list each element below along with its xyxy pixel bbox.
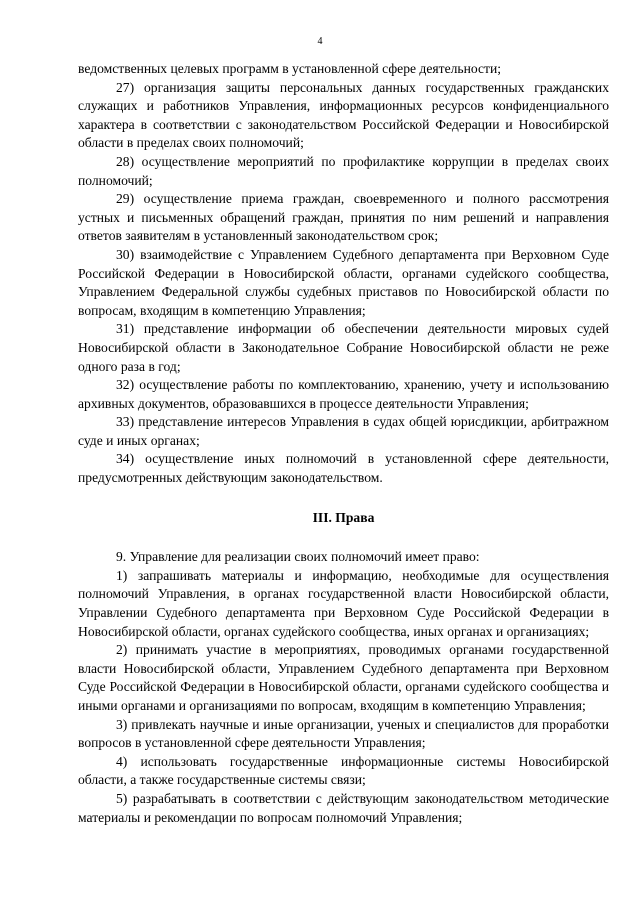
list-item-29: 29) осуществление приема граждан, своевременного и полного рассмотрения устных и письменных обращений граждан, принятия по ним решений и направления ответов заявителям в установленный законодательством срок; <box>78 191 609 244</box>
right-item-2: 2) принимать участие в мероприятиях, проводимых органами государственной власти Новосибирской области, Управлением Судебного департамента при Верховном Суде Российской Федерации в Новосибирской области, органами судейского сообщества и иными органами и организациями по вопросам, входящим в компетенцию Управления; <box>78 642 609 713</box>
list-item-34: 34) осуществление иных полномочий в установленной сфере деятельности, предусмотренных действующим законодательством. <box>78 451 609 486</box>
section-heading: III. Права <box>312 509 375 525</box>
clause-9: 9. Управление для реализации своих полномочий имеет право: <box>116 549 480 565</box>
list-item-32: 32) осуществление работы по комплектованию, хранению, учету и использованию архивных документов, образовавшихся в процессе деятельности Управления; <box>78 377 609 411</box>
list-item-31: 31) представление информации об обеспечении деятельности мировых судей Новосибирской области в Законодательное Собрание Новосибирской области не реже одного раза в год; <box>78 321 609 374</box>
paragraph-continuation: ведомственных целевых программ в установленной сфере деятельности; <box>78 61 502 76</box>
list-item-33: 33) представление интересов Управления в судах общей юрисдикции, арбитражном суде и иных органах; <box>78 414 609 448</box>
page-number: 4 <box>317 36 323 47</box>
right-item-4: 4) использовать государственные информационные системы Новосибирской области, а также государственные системы связи; <box>78 753 609 788</box>
document-body <box>78 60 609 827</box>
list-item-30: 30) взаимодействие с Управлением Судебного департамента при Верховном Суде Российской Федерации в Новосибирской области, органами судейского сообщества, Управлением Федеральной службы судебных приставов по Новосибирской области по вопросам, входящим в компетенцию Управления; <box>78 246 609 318</box>
list-item-28: 28) осуществление мероприятий по профилактике коррупции в пределах своих полномочий; <box>78 153 609 188</box>
right-item-1: 1) запрашивать материалы и информацию, необходимые для осуществления полномочий Управления, в органах государственной власти Новосибирской области, Управлении Судебного департамента при Верховном Суде Российской Федерации в Новосибирской области, органах судейского сообщества, иных органах и организациях; <box>78 567 609 639</box>
right-item-3: 3) привлекать научные и иные организации, ученых и специалистов для проработки вопросов в установленной сфере деятельности Управления; <box>78 716 609 751</box>
right-item-5: 5) разрабатывать в соответствии с действующим законодательством методические материалы и рекомендации по вопросам полномочий Управления; <box>78 790 609 825</box>
list-item-27: 27) организация защиты персональных данных государственных гражданских служащих и работников Управления, информационных ресурсов конфиденциального характера в соответствии с законодательством Российской Федерации и Новосибирской области в пределах своих полномочий; <box>78 79 609 151</box>
